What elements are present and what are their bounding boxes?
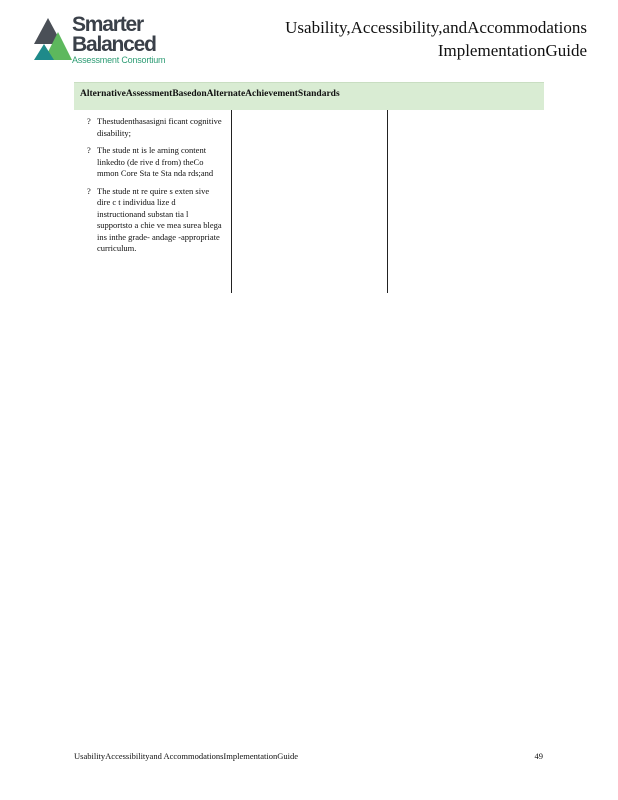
table-header: AlternativeAssessmentBasedonAlternateAchievementStandards — [74, 82, 544, 110]
logo-word-smarter: Smarter — [72, 13, 143, 36]
column-divider — [387, 110, 388, 293]
header-title-line-2: ImplementationGuide — [437, 41, 587, 60]
list-item — [84, 145, 224, 180]
header-title-line-1: Usability,Accessibility,andAccommodations — [285, 18, 587, 37]
bullet-glyph: ? — [87, 145, 91, 155]
page-number: 49 — [534, 751, 543, 761]
bullet-glyph: ? — [87, 185, 91, 196]
logo-subtitle: Assessment Consortium — [72, 55, 166, 65]
list-item-text: Thestudenthasasigni ficant cognitive disability; — [97, 116, 222, 138]
logo-wordmark — [72, 14, 165, 65]
smarter-balanced-logo — [34, 14, 184, 64]
table-body-row — [74, 110, 544, 293]
assessment-table — [74, 82, 544, 293]
document-header-title — [285, 16, 587, 62]
list-item — [84, 186, 224, 255]
list-item — [84, 116, 224, 139]
bullet-glyph: ? — [87, 116, 91, 126]
list-item-text: The stude nt re quire s exten sive dire c t individua lize d instructionand substan tia l supportsto a chie ve mea surea blega ins inthe grade- andage -appropriate curriculum. — [97, 185, 222, 253]
eligibility-criteria-list — [84, 116, 224, 261]
logo-word-balanced: Balanced — [72, 33, 156, 56]
column-divider — [231, 110, 232, 293]
smarter-balanced-triangles-logo-icon — [34, 14, 74, 62]
list-item-text: The stude nt is le arning content linkedto (de rive d from) theCo mmon Core Sta te Sta nda rds;and — [97, 145, 214, 178]
footer-document-title: UsabilityAccessibilityand AccommodationsImplementationGuide — [74, 751, 299, 761]
